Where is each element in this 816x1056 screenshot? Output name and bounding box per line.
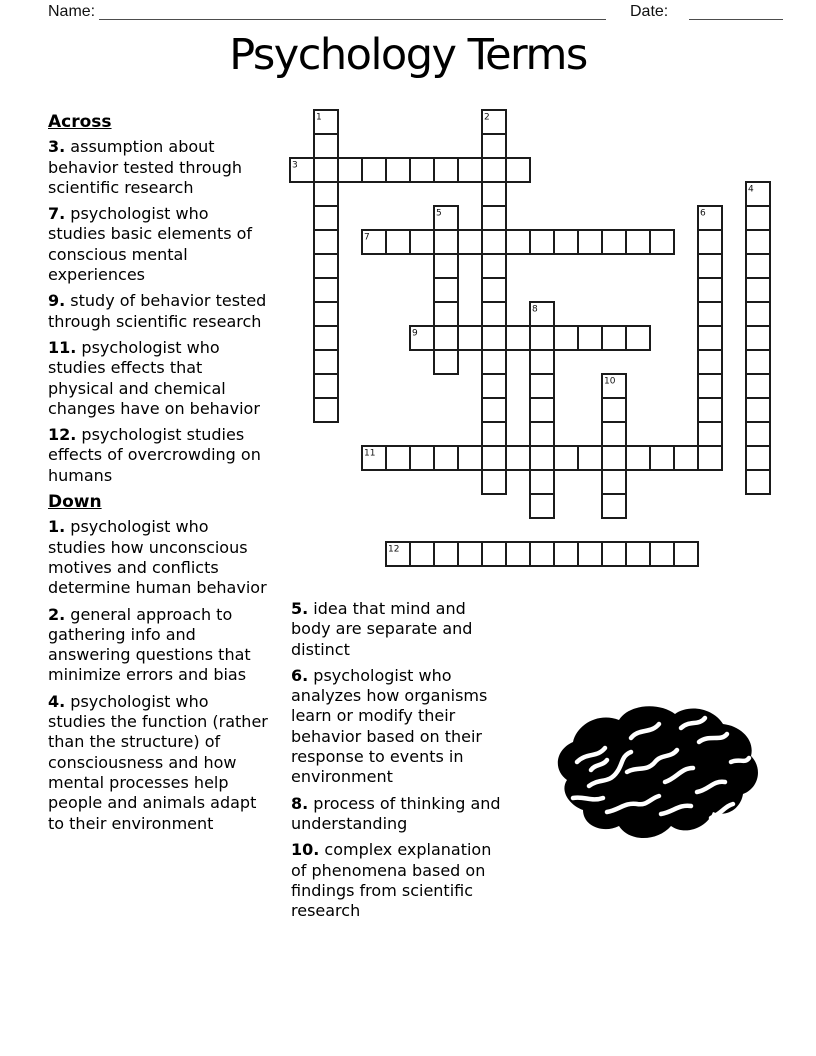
grid-clue-number: 2 — [484, 112, 490, 123]
grid-cell — [482, 254, 506, 278]
grid-cell — [746, 206, 770, 230]
grid-cell — [554, 230, 578, 254]
grid-cell — [458, 446, 482, 470]
date-label: Date: — [630, 3, 669, 20]
crossword-grid — [278, 98, 798, 584]
clue-down-6: 6. psychologist who analyzes how organisms learn or modify their behavior based on their response to events in environment — [291, 665, 488, 787]
grid-cell — [482, 398, 506, 422]
grid-cell — [482, 134, 506, 158]
grid-cell — [530, 326, 554, 350]
grid-cell — [530, 398, 554, 422]
grid-cell — [626, 446, 650, 470]
grid-cell — [698, 422, 722, 446]
clue-number: 11. — [48, 337, 77, 357]
grid-cell — [506, 542, 530, 566]
grid-cell — [314, 230, 338, 254]
grid-cell — [698, 326, 722, 350]
brain-illustration — [535, 700, 767, 850]
grid-cell — [482, 470, 506, 494]
grid-cell — [434, 278, 458, 302]
grid-clue-number: 7 — [364, 232, 370, 243]
clues-column-left — [48, 112, 270, 840]
grid-cell — [386, 446, 410, 470]
grid-clue-number: 1 — [316, 112, 322, 123]
clue-down-10: 10. complex explanation of phenomena based on findings from scientific research — [291, 840, 492, 921]
grid-cell — [314, 134, 338, 158]
clue-number: 8. — [291, 793, 309, 813]
grid-cell — [410, 158, 434, 182]
grid-cell — [578, 542, 602, 566]
grid-cell — [482, 302, 506, 326]
grid-cell — [698, 374, 722, 398]
clue-down-1: 1. psychologist who studies how unconscious motives and conflicts determine human behavior — [48, 517, 267, 598]
grid-cell — [482, 158, 506, 182]
grid-cell — [698, 278, 722, 302]
grid-cell — [434, 446, 458, 470]
grid-cell — [578, 230, 602, 254]
grid-cell — [482, 182, 506, 206]
clue-number: 6. — [291, 665, 309, 685]
grid-clue-number: 10 — [604, 376, 616, 387]
grid-cell — [746, 398, 770, 422]
grid-cell — [314, 398, 338, 422]
clue-number: 3. — [48, 137, 66, 157]
grid-cell — [530, 446, 554, 470]
grid-cell — [314, 302, 338, 326]
grid-cell — [482, 230, 506, 254]
clue-number: 1. — [48, 517, 66, 537]
grid-cell — [626, 230, 650, 254]
grid-cell — [314, 182, 338, 206]
grid-cell — [602, 326, 626, 350]
clues-column-middle — [291, 599, 503, 927]
clue-across-3: 3. assumption about behavior tested through scientific research — [48, 137, 242, 197]
grid-cell — [530, 374, 554, 398]
grid-cell — [602, 230, 626, 254]
grid-cell — [650, 446, 674, 470]
clue-number: 4. — [48, 691, 66, 711]
grid-cell — [458, 542, 482, 566]
down-heading: Down — [48, 492, 102, 513]
grid-cell — [410, 446, 434, 470]
grid-cell — [674, 542, 698, 566]
name-label: Name: — [48, 3, 96, 20]
clue-number: 7. — [48, 204, 66, 224]
grid-cell — [746, 374, 770, 398]
grid-cell — [482, 350, 506, 374]
grid-clue-number: 11 — [364, 448, 376, 459]
grid-cell — [746, 470, 770, 494]
grid-cell — [410, 542, 434, 566]
grid-cell — [698, 446, 722, 470]
grid-cell — [530, 542, 554, 566]
grid-cell — [746, 326, 770, 350]
grid-cell — [746, 230, 770, 254]
grid-cell — [482, 446, 506, 470]
clue-number: 9. — [48, 291, 66, 311]
clue-across-11: 11. psychologist who studies effects that physical and chemical changes have on behavior — [48, 337, 260, 418]
grid-cell — [410, 230, 434, 254]
grid-cell — [554, 542, 578, 566]
grid-cell — [698, 302, 722, 326]
clue-down-8: 8. process of thinking and understanding — [291, 793, 501, 833]
grid-cell — [530, 470, 554, 494]
grid-cell — [458, 326, 482, 350]
grid-cell — [506, 446, 530, 470]
grid-cell — [314, 158, 338, 182]
grid-clue-number: 5 — [436, 208, 442, 219]
grid-cell — [314, 374, 338, 398]
grid-cell — [650, 542, 674, 566]
grid-clue-number: 4 — [748, 184, 754, 195]
grid-cell — [482, 422, 506, 446]
grid-clue-number: 9 — [412, 328, 418, 339]
grid-cell — [482, 326, 506, 350]
grid-cell — [338, 158, 362, 182]
grid-cell — [386, 158, 410, 182]
grid-cell — [434, 302, 458, 326]
page-title: Psychology Terms — [229, 30, 587, 80]
grid-cell — [482, 374, 506, 398]
grid-cell — [746, 254, 770, 278]
grid-cell — [626, 326, 650, 350]
grid-cell — [746, 446, 770, 470]
grid-cell — [746, 350, 770, 374]
grid-cell — [506, 326, 530, 350]
grid-cell — [746, 278, 770, 302]
grid-cell — [434, 326, 458, 350]
grid-cell — [578, 446, 602, 470]
grid-clue-number: 12 — [388, 544, 400, 555]
grid-cell — [434, 158, 458, 182]
grid-clue-number: 3 — [292, 160, 298, 171]
grid-cell — [386, 230, 410, 254]
clue-number: 5. — [291, 599, 309, 618]
grid-cell — [434, 350, 458, 374]
grid-cell — [482, 542, 506, 566]
grid-cell — [602, 470, 626, 494]
grid-cell — [650, 230, 674, 254]
grid-clue-number: 8 — [532, 304, 538, 315]
grid-cell — [626, 542, 650, 566]
grid-cell — [602, 542, 626, 566]
clue-down-2: 2. general approach to gathering info and answering questions that minimize errors and bias — [48, 604, 251, 685]
grid-cell — [554, 446, 578, 470]
grid-cell — [506, 158, 530, 182]
grid-cell — [362, 158, 386, 182]
grid-cell — [602, 494, 626, 518]
grid-cell — [602, 446, 626, 470]
grid-cell — [698, 398, 722, 422]
grid-cell — [458, 158, 482, 182]
grid-cell — [314, 326, 338, 350]
grid-cell — [578, 326, 602, 350]
grid-cell — [746, 422, 770, 446]
grid-cell — [698, 254, 722, 278]
clue-down-4: 4. psychologist who studies the function (rather than the structure) of consciousness and how mental processes help people and animals adapt to their environment — [48, 691, 268, 833]
clue-across-7: 7. psychologist who studies basic elements of conscious mental experiences — [48, 204, 253, 285]
grid-cell — [746, 302, 770, 326]
grid-cell — [482, 206, 506, 230]
grid-cell — [530, 494, 554, 518]
grid-cell — [530, 350, 554, 374]
grid-cell — [698, 350, 722, 374]
grid-clue-number: 6 — [700, 208, 706, 219]
grid-cell — [530, 422, 554, 446]
grid-cell — [458, 230, 482, 254]
grid-cell — [434, 230, 458, 254]
clue-number: 10. — [291, 840, 320, 860]
grid-cell — [602, 422, 626, 446]
grid-cell — [482, 278, 506, 302]
grid-cell — [530, 230, 554, 254]
grid-cell — [434, 254, 458, 278]
grid-cell — [434, 542, 458, 566]
grid-cell — [698, 230, 722, 254]
name-blank-line — [99, 19, 606, 20]
grid-cell — [314, 350, 338, 374]
clue-across-12: 12. psychologist studies effects of overcrowding on humans — [48, 425, 261, 485]
grid-cell — [314, 206, 338, 230]
grid-cell — [506, 230, 530, 254]
across-heading: Across — [48, 112, 112, 132]
grid-cell — [314, 254, 338, 278]
grid-cell — [314, 278, 338, 302]
grid-cell — [674, 446, 698, 470]
grid-cell — [554, 326, 578, 350]
date-blank-line — [689, 19, 783, 20]
grid-cell — [602, 398, 626, 422]
clue-across-9: 9. study of behavior tested through scientific research — [48, 291, 267, 331]
clue-down-5: 5. idea that mind and body are separate and distinct — [291, 599, 473, 659]
clue-number: 2. — [48, 604, 66, 624]
clue-number: 12. — [48, 425, 77, 445]
